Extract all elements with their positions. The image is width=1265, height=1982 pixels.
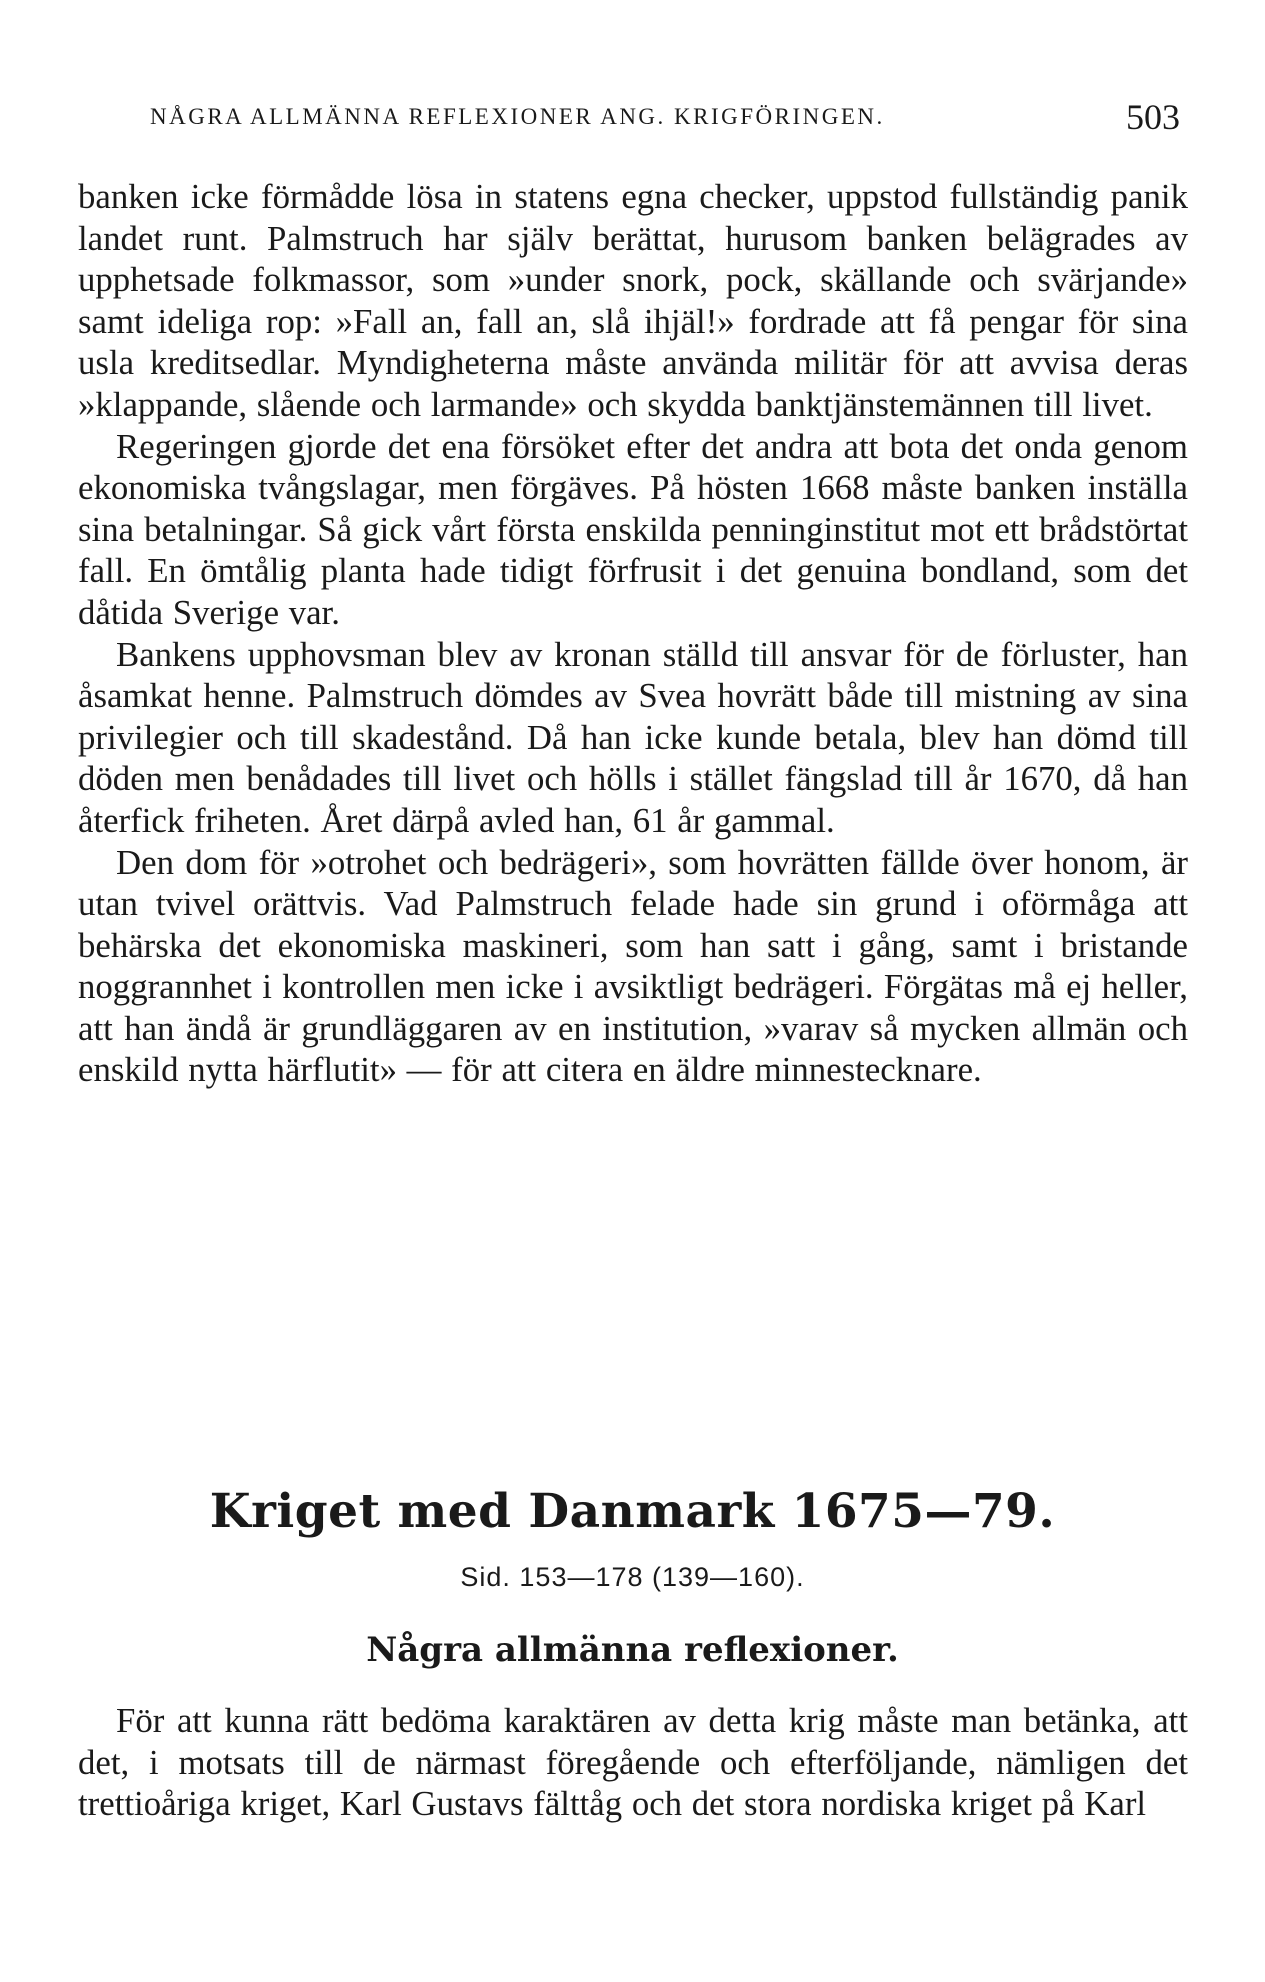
subsection-title: Några allmänna reflexioner. (366, 1630, 899, 1670)
section-title: Kriget med Danmark 1675—79. (209, 1484, 1056, 1539)
body-text (78, 176, 1188, 1091)
section-body-text (78, 1700, 1188, 1825)
paragraph: Bankens upphovsman blev av kronan ställd till ansvar för de förluster, han åsamkat henne. Palmstruch dömdes av Svea hovrätt både till mistning av sina privilegier och till skadestånd. Då han icke kunde betala, blev han dömd till döden men benådades till livet och hölls i stället fängslad till år 1670, då han återfick friheten. Året därpå avled han, 61 år gammal. (78, 634, 1188, 840)
running-head (150, 96, 1180, 136)
paragraph: Den dom för »otrohet och bedrägeri», som hovrätten fällde över honom, är utan tvivel orättvis. Vad Palmstruch felade hade sin grund i oförmåga att behärska det ekonomiska maskineri, som han satt i gång, samt i bristande noggrannhet i kontrollen men icke i avsiktligt bedrägeri. Förgätas må ej heller, att han ändå är grundläggaren av en institution, »varav så mycken allmän och enskild nytta härflutit» — för att citera en äldre minnestecknare. (78, 842, 1188, 1090)
paragraph: Regeringen gjorde det ena försöket efter det andra att bota det onda genom ekonomiska tvångslagar, men förgäves. På hösten 1668 måste banken inställa sina betalningar. Så gick vårt första enskilda penninginstitut mot ett brådstörtat fall. En ömtålig planta hade tidigt förfrusit i det genuina bondland, som det dåtida Sverige var. (78, 426, 1188, 632)
page-number: 503 (1126, 97, 1180, 137)
section-page-reference: Sid. 153—178 (139—160). (460, 1562, 805, 1592)
paragraph: banken icke förmådde lösa in statens egna checker, uppstod fullständig panik landet runt. Palmstruch har själv berättat, hurusom banken belägrades av upphetsade folkmassor, som »under snork, pock, skällande och svärjande» samt ideliga rop: »Fall an, fall an, slå ihjäl!» fordrade att få pengar för sina usla kreditsedlar. Myndigheterna måste använda militär för att avvisa deras »klappande, slående och larmande» och skydda banktjänstemännen till livet. (78, 177, 1188, 424)
paragraph: För att kunna rätt bedöma karaktären av detta krig måste man betänka, att det, i motsats till de närmast föregående och efterföljande, nämligen det trettioåriga kriget, Karl Gustavs fälttåg och det stora nordiska kriget på Karl (78, 1701, 1188, 1824)
running-title: NÅGRA ALLMÄNNA REFLEXIONER ANG. KRIGFÖRINGEN. (150, 104, 885, 129)
